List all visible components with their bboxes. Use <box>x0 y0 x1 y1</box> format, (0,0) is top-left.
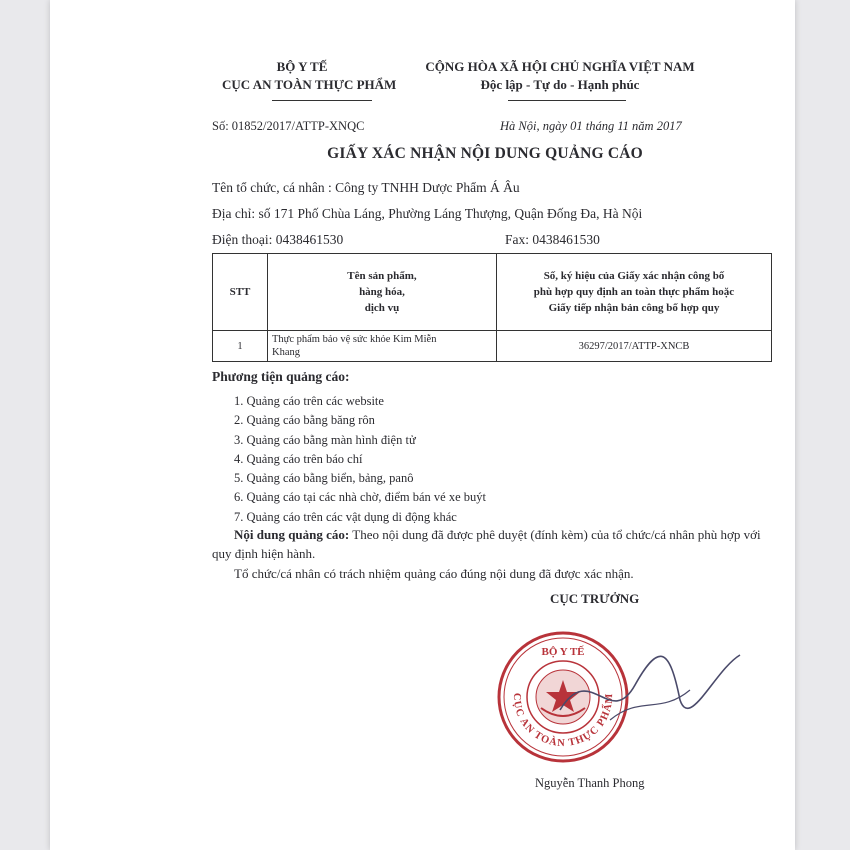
document-number: Số: 01852/2017/ATTP-XNQC <box>212 119 365 133</box>
cell-product-line2: Khang <box>272 347 300 358</box>
means-list <box>234 392 486 527</box>
cell-product-line1: Thực phẩm bảo vệ sức khỏe Kim Miễn <box>272 334 437 345</box>
responsibility-paragraph: Tổ chức/cá nhân có trách nhiệm quảng cáo đúng nội dung đã được xác nhận. <box>234 566 634 581</box>
cell-certificate: 36297/2017/ATTP-XNCB <box>497 331 772 362</box>
header-certificate <box>497 254 772 331</box>
cell-stt: 1 <box>213 331 268 362</box>
list-item: 2. Quảng cáo bằng băng rôn <box>234 413 375 428</box>
phone-line: Điện thoại: 0438461530 <box>212 232 344 247</box>
cell-product <box>268 331 497 362</box>
address-line: Địa chỉ: số 171 Phố Chùa Láng, Phường Láng Thượng, Quận Đống Đa, Hà Nội <box>212 206 643 221</box>
header-product-line3: dịch vụ <box>364 302 400 314</box>
content-text: Theo nội dung đã được phê duyệt (đính kèm) của tổ chức/cá nhân phù hợp với quy định hiện hành. <box>212 527 761 561</box>
list-item: 5. Quảng cáo bằng biển, bảng, panô <box>234 471 414 486</box>
table-header-row <box>213 254 772 331</box>
list-item: 4. Quảng cáo trên báo chí <box>234 451 363 466</box>
nation-line1: CỘNG HÒA XÃ HỘI CHỦ NGHĨA VIỆT NAM <box>425 59 695 74</box>
product-table <box>212 253 772 362</box>
signer-title: CỤC TRƯỞNG <box>550 591 640 606</box>
list-item: 3. Quảng cáo bằng màn hình điện tử <box>234 432 416 447</box>
list-item: 6. Quảng cáo tại các nhà chờ, điểm bán vé xe buýt <box>234 490 487 505</box>
nation-underline <box>508 100 626 101</box>
document-page <box>50 0 795 850</box>
content-paragraph <box>212 525 782 563</box>
agency-line2: CỤC AN TOÀN THỰC PHẨM <box>222 77 397 92</box>
content-label: Nội dung quảng cáo: <box>234 527 350 542</box>
organization-line: Tên tổ chức, cá nhân : Công ty TNHH Dược Phẩm Á Âu <box>212 180 520 195</box>
list-item: 7. Quảng cáo trên các vật dụng di động khác <box>234 509 457 524</box>
agency-header <box>222 58 397 94</box>
list-item: 1. Quảng cáo trên các website <box>234 394 384 408</box>
header-product-line2: hàng hóa, <box>359 286 405 298</box>
table-row <box>213 331 772 362</box>
header-cert-line3: Giấy tiếp nhận bản công bố hợp quy <box>548 302 720 314</box>
header-cert-line2: phù hợp quy định an toàn thực phẩm hoặc <box>533 286 735 298</box>
handwritten-signature <box>550 640 750 750</box>
agency-underline <box>272 100 372 101</box>
seal-top-text: BỘ Y TẾ <box>541 646 585 658</box>
nation-header <box>402 58 718 94</box>
header-cert-line1: Số, ký hiệu của Giấy xác nhận công bố <box>543 270 725 282</box>
agency-line1: BỘ Y TẾ <box>276 59 328 74</box>
seal-ring-text: CỤC AN TOÀN THỰC PHẨM <box>510 692 616 750</box>
means-heading: Phương tiện quảng cáo: <box>212 369 350 384</box>
header-stt: STT <box>213 254 268 331</box>
header-product-line1: Tên sản phẩm, <box>347 270 417 282</box>
header-product <box>268 254 497 331</box>
document-title: GIẤY XÁC NHẬN NỘI DUNG QUẢNG CÁO <box>327 145 643 162</box>
signer-name: Nguyễn Thanh Phong <box>535 776 645 790</box>
fax-line: Fax: 0438461530 <box>505 232 600 247</box>
document-date: Hà Nội, ngày 01 tháng 11 năm 2017 <box>500 119 682 133</box>
nation-line2: Độc lập - Tự do - Hạnh phúc <box>480 77 640 92</box>
